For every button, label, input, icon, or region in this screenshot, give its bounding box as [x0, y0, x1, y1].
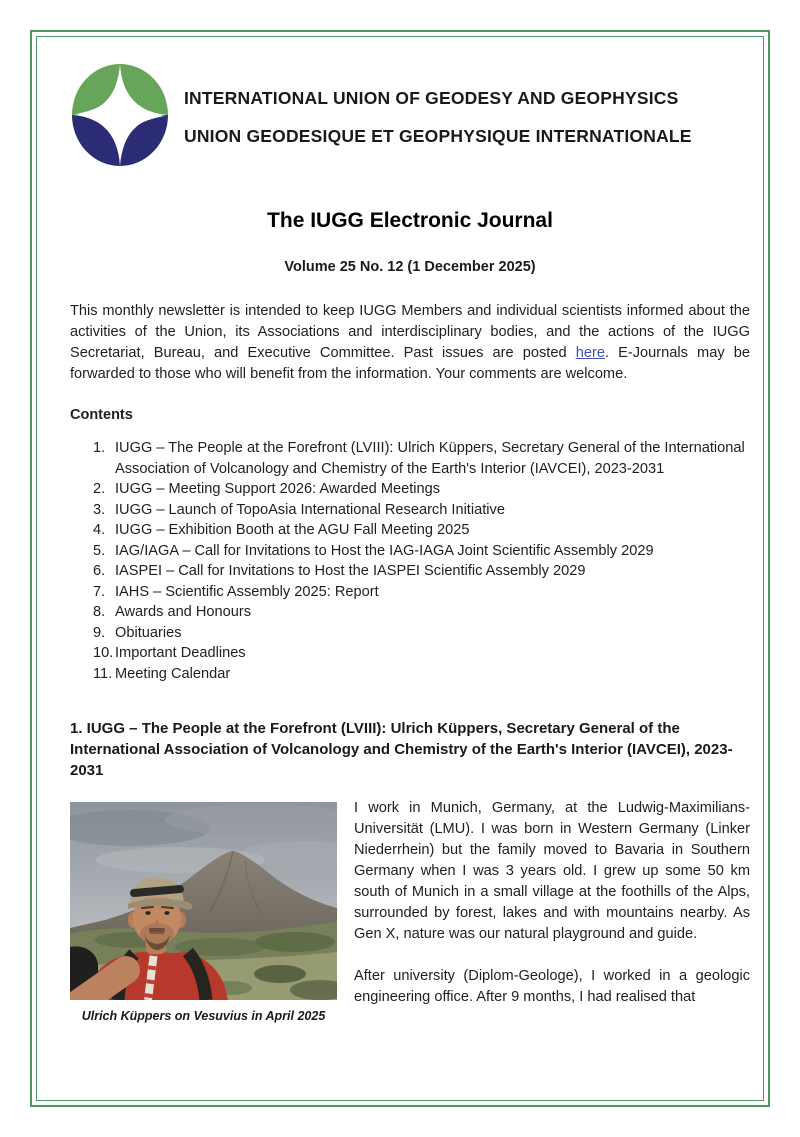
contents-item-1: IUGG – The People at the Forefront (LVIII): Ulrich Küppers, Secretary General of the International Association of Volcanology and Chemistry of the Earth's Interior (IAVCEI), 2023-2031: [115, 440, 745, 477]
contents-item-11: Meeting Calendar: [115, 665, 231, 682]
contents-item-9: Obituaries: [115, 624, 182, 641]
photo-caption: Ulrich Küppers on Vesuvius in April 2025: [81, 1009, 326, 1023]
contents-item-7: IAHS – Scientific Assembly 2025: Report: [115, 583, 379, 600]
page-title: The IUGG Electronic Journal: [267, 209, 553, 232]
org-name-english: INTERNATIONAL UNION OF GEODESY AND GEOPHYSICS: [184, 88, 679, 108]
intro-paragraph: [70, 301, 750, 385]
org-name-block: [184, 88, 750, 147]
contents-list: [70, 438, 750, 684]
org-name-french: UNION GEODESIQUE ET GEOPHYSIQUE INTERNATIONALE: [184, 126, 692, 146]
vesuvius-selfie-illustration: [70, 802, 337, 1000]
iugg-logo-icon: [70, 62, 170, 173]
contents-item-3: IUGG – Launch of TopoAsia International Research Initiative: [115, 501, 505, 518]
contents-item-2: IUGG – Meeting Support 2026: Awarded Meetings: [115, 481, 441, 497]
page-content: [70, 62, 750, 1029]
intro-text-before: This monthly newsletter is intended to keep IUGG Members and individual scientists informed about the activities of the Union, its Associations and interdisciplinary bodies, and the actions of the IUGG Secretariat, Bureau, and Executive Committee. Past issues are posted: [70, 303, 750, 361]
portrait-photo: [70, 802, 337, 1023]
section1-heading: 1. IUGG – The People at the Forefront (LVIII): Ulrich Küppers, Secretary General of the International Association of Volcanology and Chemistry of the Earth's Interior (IAVCEI), 2023-2031: [70, 720, 733, 779]
section1-paragraph-2: After university (Diplom-Geologe), I worked in a geologic engineering office. After 9 months, I had realised that: [354, 968, 750, 1005]
intro-text-after: . E-Journals may be forwarded to those who will benefit from the information. Your comments are welcome.: [70, 345, 750, 382]
section1-paragraph-1: I work in Munich, Germany, at the Ludwig-Maximilians-Universität (LMU). I was born in Western Germany (Linker Niederrhein) but the family moved to Bavaria in Southern Germany when I was 3 years old. I grew up some 50 km south of Munich in a small village at the foothills of the Alps, surrounded by forest, lakes and with mountains nearby. As Gen X, nature was our natural playground and guide.: [354, 800, 750, 942]
contents-heading: Contents: [70, 407, 133, 423]
contents-item-6: IASPEI – Call for Invitations to Host the IASPEI Scientific Assembly 2029: [115, 563, 586, 579]
contents-item-5: IAG/IAGA – Call for Invitations to Host the IAG-IAGA Joint Scientific Assembly 2029: [115, 542, 654, 559]
org-header: [70, 62, 750, 173]
past-issues-link[interactable]: here: [575, 345, 605, 361]
contents-item-10: Important Deadlines: [115, 645, 246, 661]
contents-item-4: IUGG – Exhibition Booth at the AGU Fall Meeting 2025: [115, 522, 470, 538]
volume-line: Volume 25 No. 12 (1 December 2025): [284, 259, 536, 275]
section1-article: [70, 798, 750, 1029]
contents-item-8: Awards and Honours: [115, 604, 252, 620]
